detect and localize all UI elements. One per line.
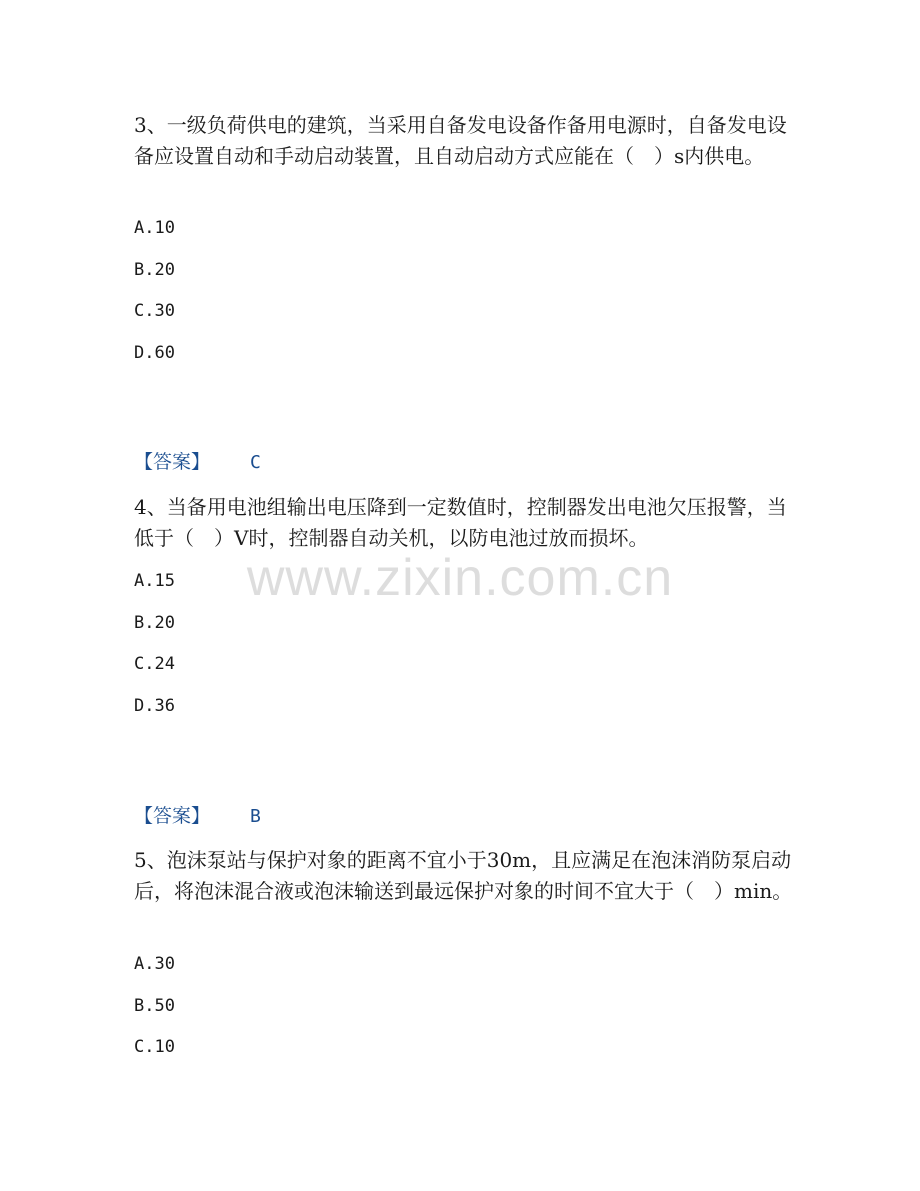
answer-3-label: 【答案】 (134, 451, 211, 473)
question-3-option-c: C.30 (134, 301, 175, 321)
watermark: www.zixin.com.cn (246, 549, 674, 607)
question-3-option-a: A.10 (134, 218, 175, 238)
question-4-option-d: D.36 (134, 696, 175, 716)
question-3-option-d: D.60 (134, 343, 175, 363)
question-4-option-b: B.20 (134, 613, 175, 633)
question-4-option-a: A.15 (134, 571, 175, 591)
question-4-option-c: C.24 (134, 654, 175, 674)
answer-4 (134, 804, 261, 829)
question-5-option-c: C.10 (134, 1037, 175, 1057)
question-3-text: 3、一级负荷供电的建筑，当采用自备发电设备作备用电源时，自备发电设备应设置自动和手动启动装置，且自动启动方式应能在（ ）s内供电。 (134, 113, 787, 168)
answer-4-value: B (250, 806, 261, 827)
answer-3 (134, 450, 261, 475)
question-5-option-a: A.30 (134, 954, 175, 974)
question-5-option-b: B.50 (134, 996, 175, 1016)
answer-3-value: C (250, 452, 261, 473)
question-5-text: 5、泡沫泵站与保护对象的距离不宜小于30m，且应满足在泡沫消防泵启动后，将泡沫混合液或泡沫输送到最远保护对象的时间不宜大于（ ）min。 (134, 848, 793, 903)
question-3-option-b: B.20 (134, 260, 175, 280)
answer-4-label: 【答案】 (134, 805, 211, 827)
question-4-text: 4、当备用电池组输出电压降到一定数值时，控制器发出电池欠压报警，当低于（ ）V时，控制器自动关机，以防电池过放而损坏。 (134, 495, 787, 550)
